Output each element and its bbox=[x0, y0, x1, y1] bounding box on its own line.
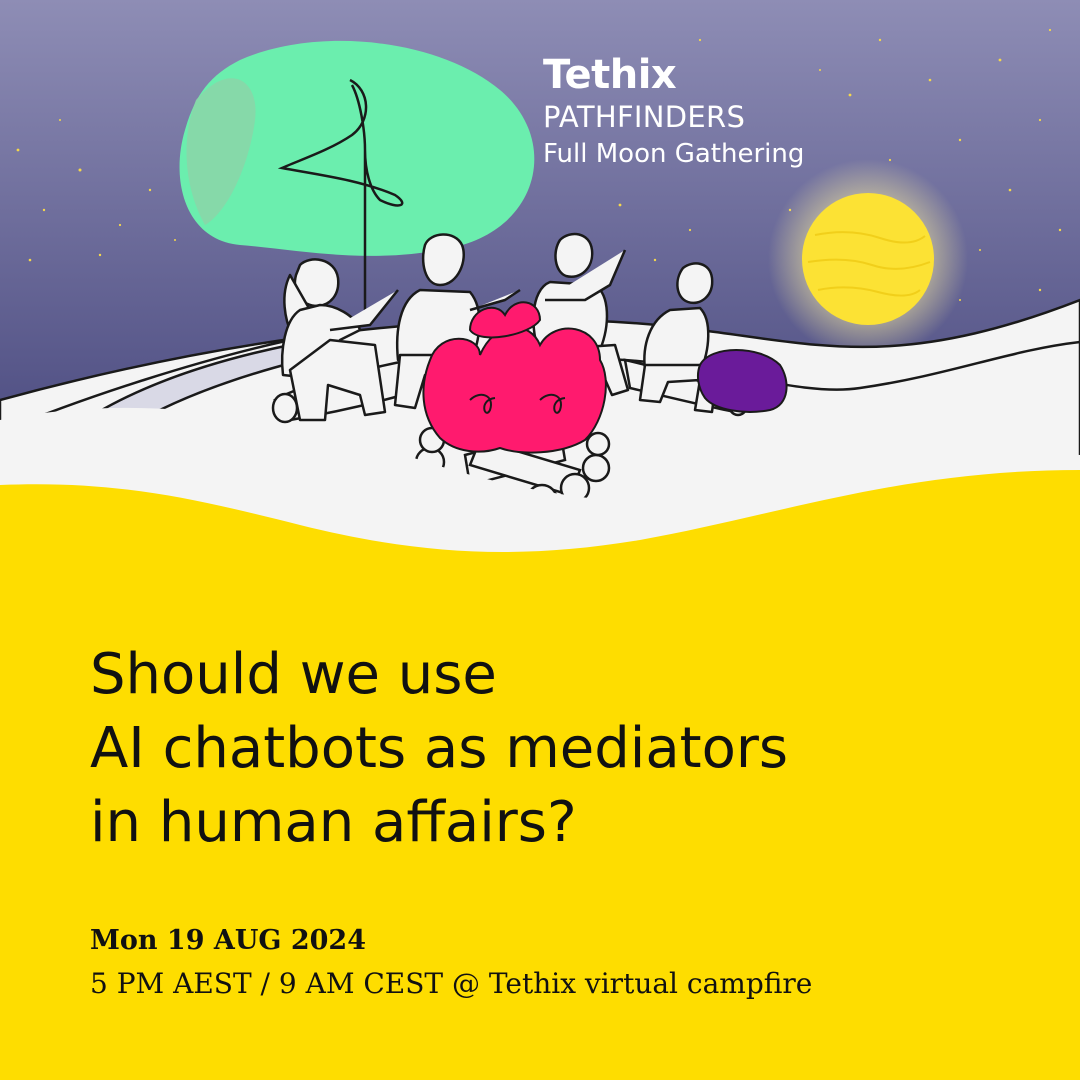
headline bbox=[90, 638, 788, 860]
series-name: PATHFINDERS bbox=[543, 100, 746, 134]
purple-bag bbox=[698, 350, 787, 412]
event-time: 5 PM AEST / 9 AM CEST @ Tethix virtual campfire bbox=[90, 967, 813, 1000]
brand-block bbox=[543, 52, 804, 170]
headline-line-2: AI chatbots as mediators bbox=[90, 716, 789, 781]
brand-logo: Tethix bbox=[543, 52, 677, 98]
full-moon bbox=[768, 159, 968, 359]
headline-line-3: in human affairs? bbox=[90, 790, 577, 855]
event-name: Full Moon Gathering bbox=[543, 139, 805, 169]
headline-line-1: Should we use bbox=[90, 642, 497, 707]
event-date: Mon 19 AUG 2024 bbox=[90, 925, 366, 956]
